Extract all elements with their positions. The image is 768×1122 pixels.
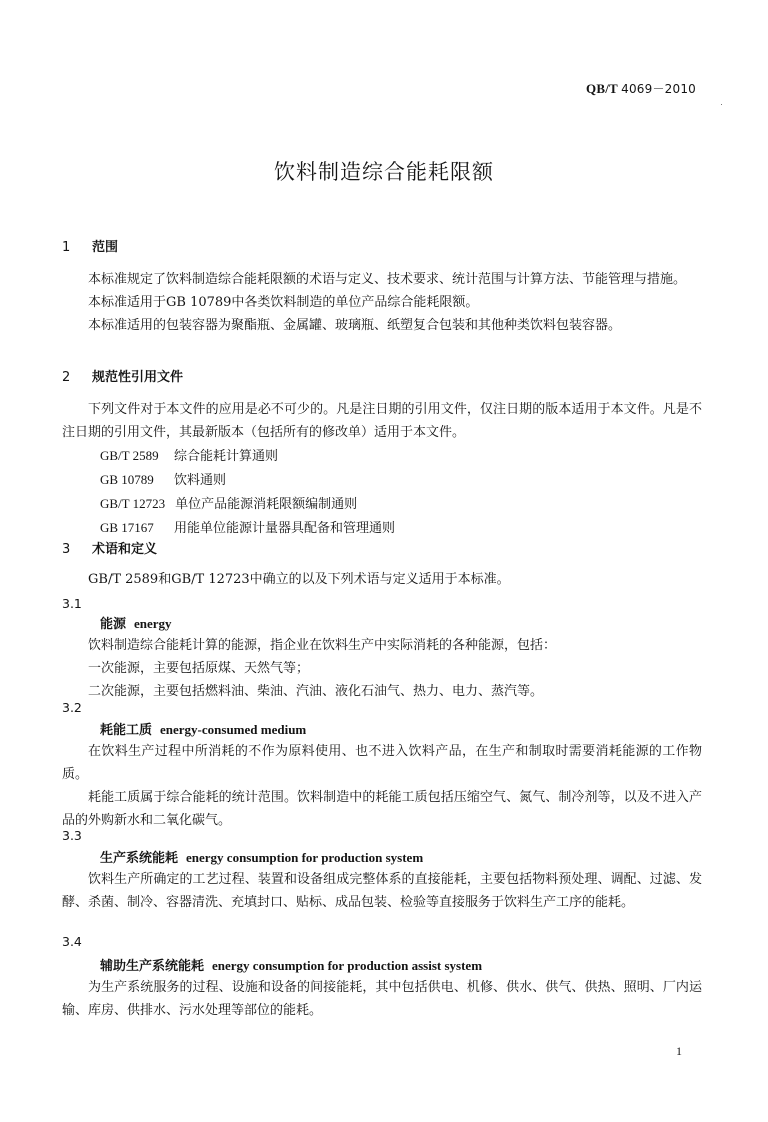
- paragraph: 本标准适用的包装容器为聚酯瓶、金属罐、玻璃瓶、纸塑复合包装和其他种类饮料包装容器。: [88, 318, 622, 333]
- term-definition: 饮料制造综合能耗计算的能源，指企业在饮料生产中实际消耗的各种能源，包括： 一次能源，主要包括原煤、天然气等； 二次能源，主要包括燃料油、柴油、汽油、液化石油气、热力、电力、蒸汽等。: [88, 638, 557, 699]
- paragraph: GB/T 2589和GB/T 12723中确立的以及下列术语与定义适用于本标准。: [88, 572, 510, 587]
- page-number: 1: [676, 1044, 682, 1058]
- clause-number: 3.1: [62, 596, 82, 611]
- paragraph: 本标准规定了饮料制造综合能耗限额的术语与定义、技术要求、统计范围与计算方法、节能管理与措施。: [88, 272, 687, 287]
- document-title: 饮料制造综合能耗限额: [274, 160, 494, 184]
- term-definition: 在饮料生产过程中所消耗的不作为原料使用、也不进入饮料产品，在生产和制取时需要消耗能源的工作物质。 耗能工质属于综合能耗的统计范围。饮料制造中的耗能工质包括压缩空气、氮气、制冷剂等，以及不进入产品的外购新水和二氧化碳气。: [62, 744, 702, 828]
- section-3-heading: 3 术语和定义: [62, 542, 158, 557]
- standard-code: [586, 80, 696, 97]
- section-1-body: [62, 268, 702, 337]
- clause-number: 3.2: [62, 700, 82, 715]
- reference-item: GB 17167 用能单位能源计量器具配备和管理通则: [100, 520, 396, 536]
- paragraph: 本标准适用于GB 10789中各类饮料制造的单位产品综合能耗限额。: [88, 295, 479, 310]
- term-heading: 能源 energy: [100, 616, 172, 632]
- section-1-heading: 1 范围: [62, 240, 119, 255]
- term-heading: 耗能工质 energy-consumed medium: [100, 722, 307, 738]
- term-heading: 生产系统能耗 energy consumption for production system: [100, 850, 424, 866]
- reference-item: GB/T 12723 单位产品能源消耗限额编制通则: [100, 496, 358, 512]
- section-3-intro: [62, 568, 702, 591]
- clause-number: 3.4: [62, 934, 82, 949]
- paragraph: 下列文件对于本文件的应用是必不可少的。凡是注日期的引用文件，仅注日期的版本适用于本文件。凡是不注日期的引用文件，其最新版本（包括所有的修改单）适用于本文件。: [62, 402, 702, 440]
- clause-number: 3.3: [62, 828, 82, 843]
- term-definition: 为生产系统服务的过程、设施和设备的间接能耗，其中包括供电、机修、供水、供气、供热、照明、厂内运输、库房、供排水、污水处理等部位的能耗。: [62, 980, 702, 1018]
- standard-number: 4069－2010: [621, 82, 696, 96]
- scan-speck: [721, 104, 722, 105]
- section-2-heading: 2 规范性引用文件: [62, 370, 184, 385]
- standard-prefix: QB/T: [586, 81, 618, 96]
- term-definition: 饮料生产所确定的工艺过程、装置和设备组成完整体系的直接能耗，主要包括物料预处理、调配、过滤、发酵、杀菌、制冷、容器清洗、充填封口、贴标、成品包装、检验等直接服务于饮料生产工序的能耗。: [62, 872, 702, 910]
- term-heading: 辅助生产系统能耗 energy consumption for production assist system: [100, 958, 483, 974]
- section-2-body: [62, 398, 702, 540]
- reference-item: GB 10789 饮料通则: [100, 472, 227, 488]
- reference-item: GB/T 2589 综合能耗计算通则: [100, 448, 279, 464]
